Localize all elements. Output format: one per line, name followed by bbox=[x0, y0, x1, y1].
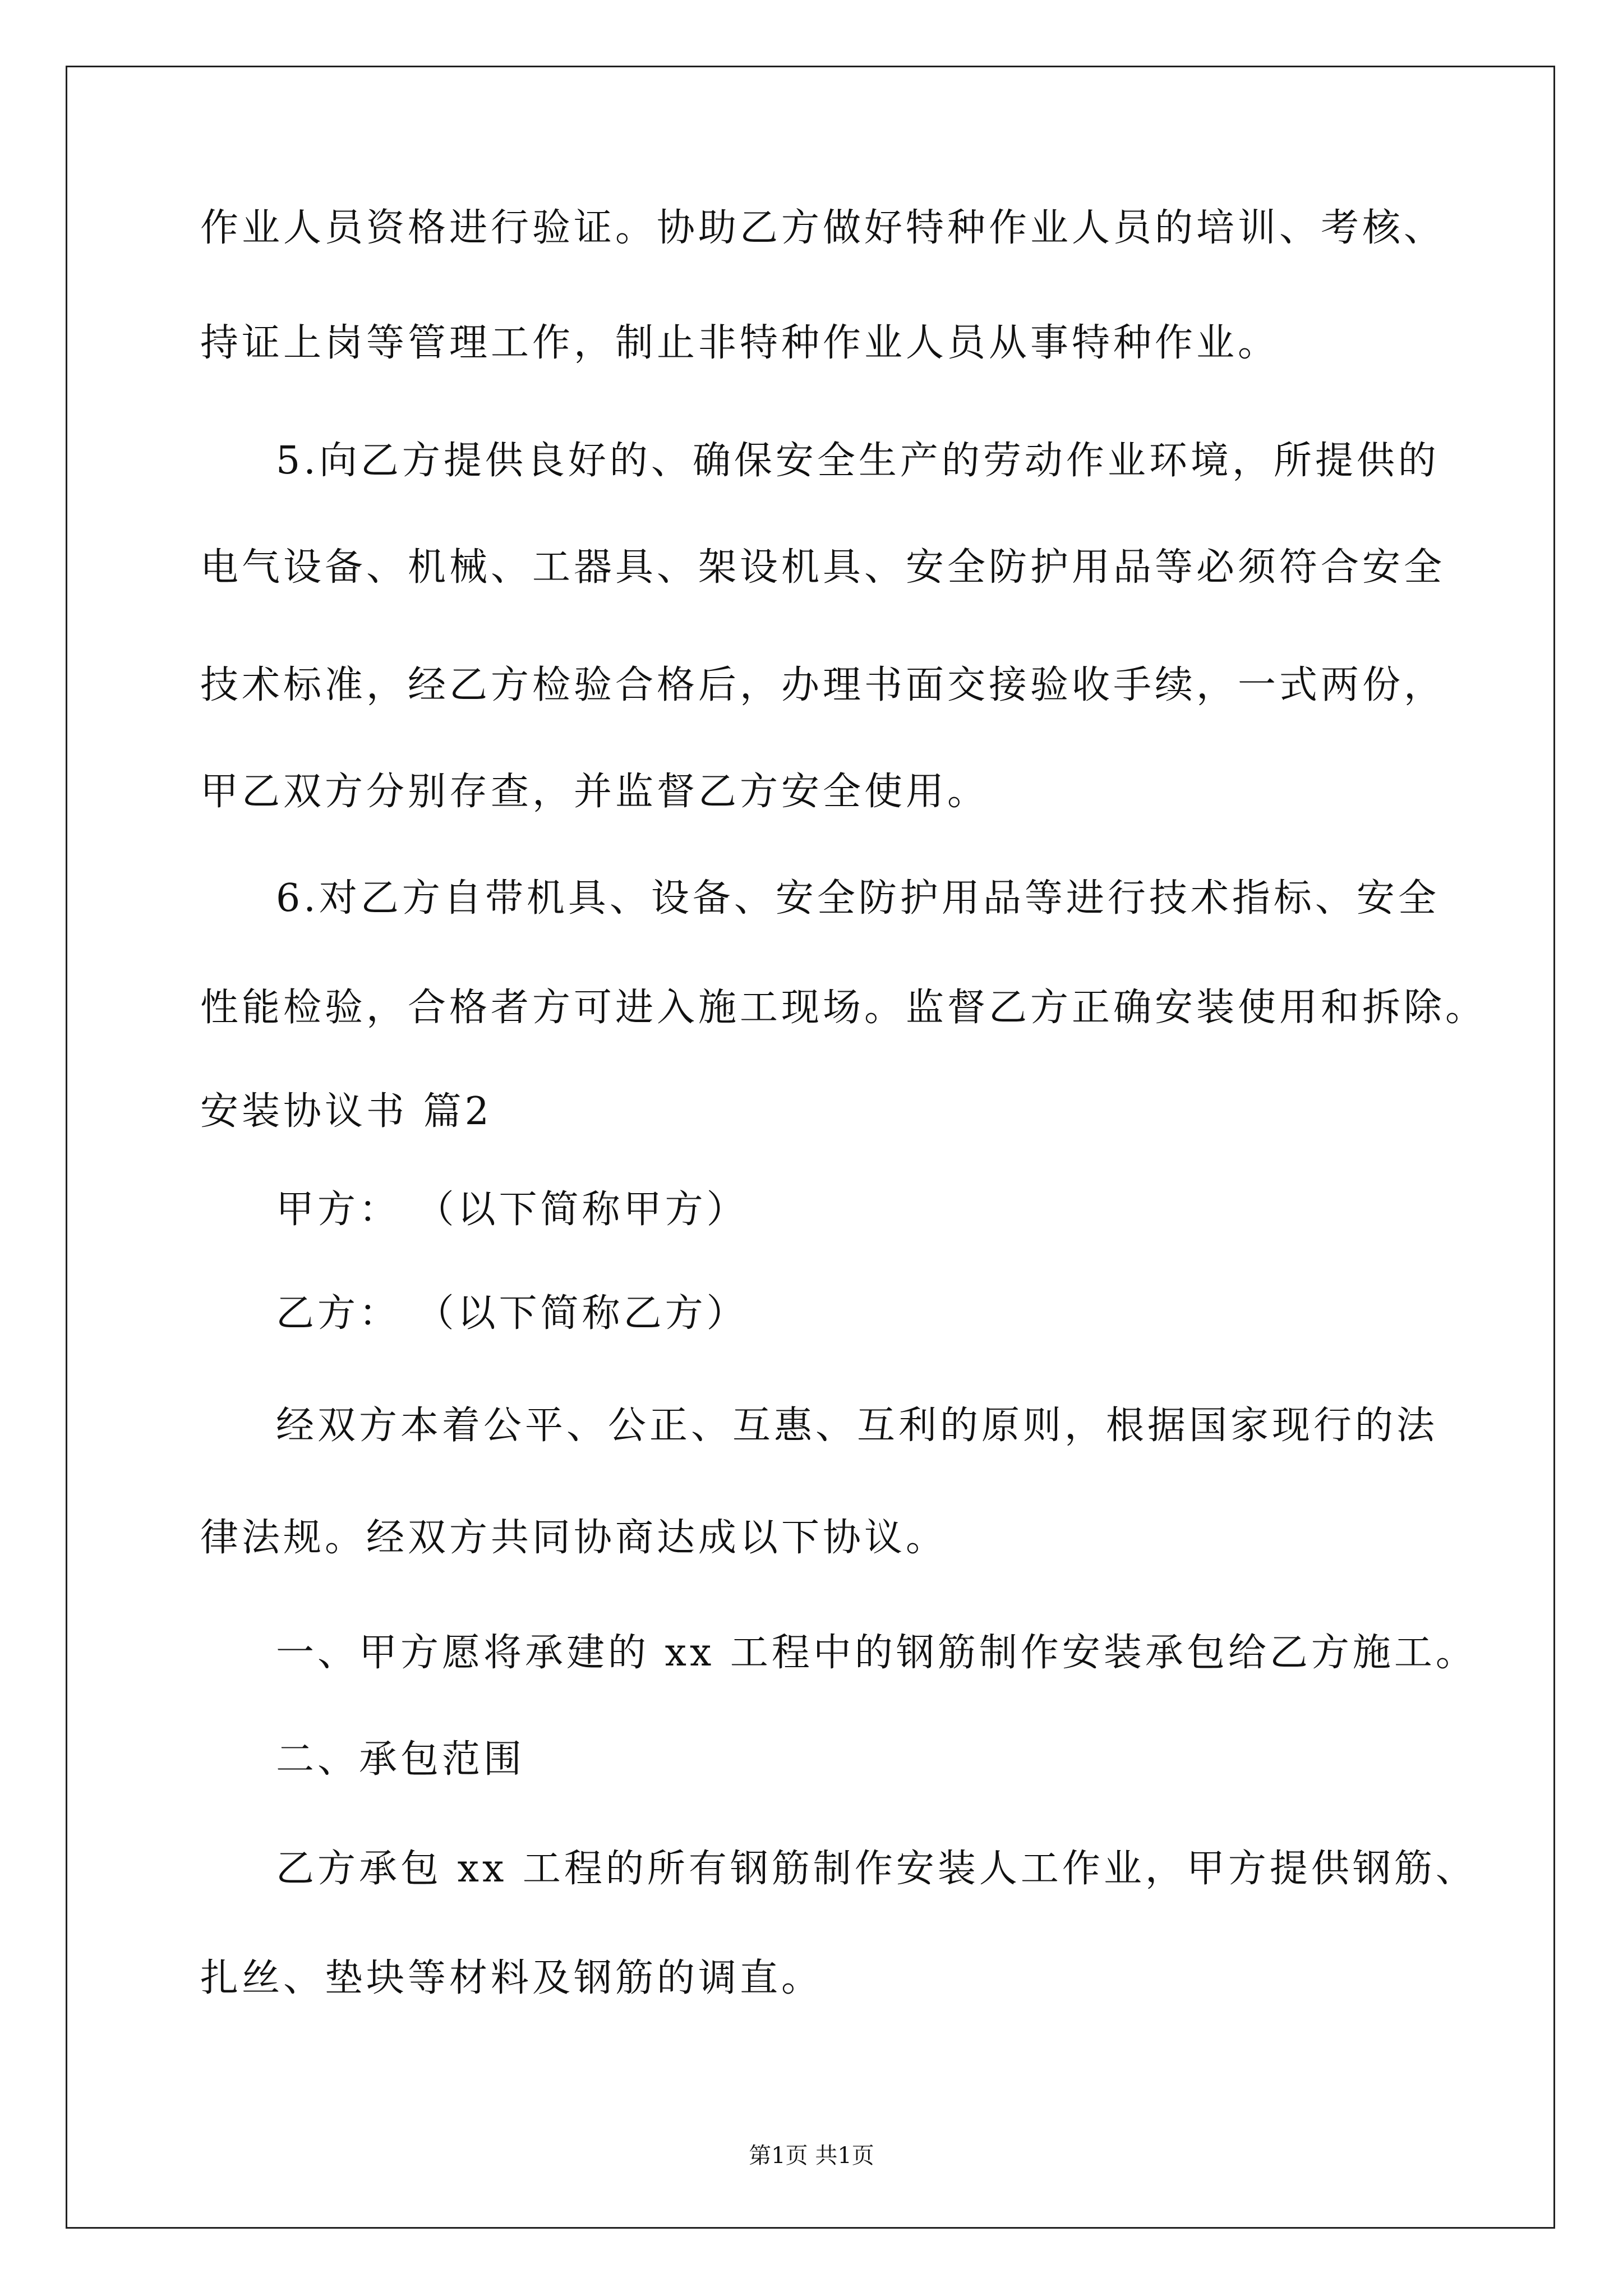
body-line-13: 律法规。经双方共同协商达成以下协议。 bbox=[200, 1516, 948, 1560]
body-line-6: 甲乙双方分别存查，并监督乙方安全使用。 bbox=[200, 770, 989, 814]
body-line-4: 电气设备、机械、工器具、架设机具、安全防护用品等必须符合安全 bbox=[200, 545, 1446, 590]
page-footer: 第1页 共1页 bbox=[749, 2143, 874, 2169]
clause-two-heading: 二、承包范围 bbox=[276, 1737, 525, 1782]
clause-one: 一、甲方愿将承建的 xx 工程中的钢筋制作安装承包给乙方施工。 bbox=[276, 1631, 1477, 1675]
body-line-5: 技术标准，经乙方检验合格后，办理书面交接验收手续，一式两份， bbox=[200, 663, 1446, 707]
body-line-12: 经双方本着公平、公正、互惠、互利的原则，根据国家现行的法 bbox=[276, 1404, 1438, 1448]
body-line-7: 6.对乙方自带机具、设备、安全防护用品等进行技术指标、安全 bbox=[276, 876, 1440, 921]
body-line-8: 性能检验，合格者方可进入施工现场。监督乙方正确安装使用和拆除。 bbox=[200, 986, 1487, 1030]
party-b-line: 乙方： （以下简称乙方） bbox=[276, 1291, 748, 1336]
section-heading: 安装协议书 篇2 bbox=[200, 1089, 492, 1134]
party-a-line: 甲方： （以下简称甲方） bbox=[276, 1188, 748, 1232]
body-line-1: 作业人员资格进行验证。协助乙方做好特种作业人员的培训、考核、 bbox=[200, 206, 1446, 250]
page-border bbox=[66, 66, 1555, 2229]
body-line-16: 乙方承包 xx 工程的所有钢筋制作安装人工作业，甲方提供钢筋、 bbox=[276, 1847, 1477, 1891]
body-line-3: 5.向乙方提供良好的、确保安全生产的劳动作业环境，所提供的 bbox=[276, 439, 1440, 483]
body-line-17: 扎丝、垫块等材料及钢筋的调直。 bbox=[200, 1956, 823, 2000]
body-line-2: 持证上岗等管理工作，制止非特种作业人员从事特种作业。 bbox=[200, 321, 1280, 365]
